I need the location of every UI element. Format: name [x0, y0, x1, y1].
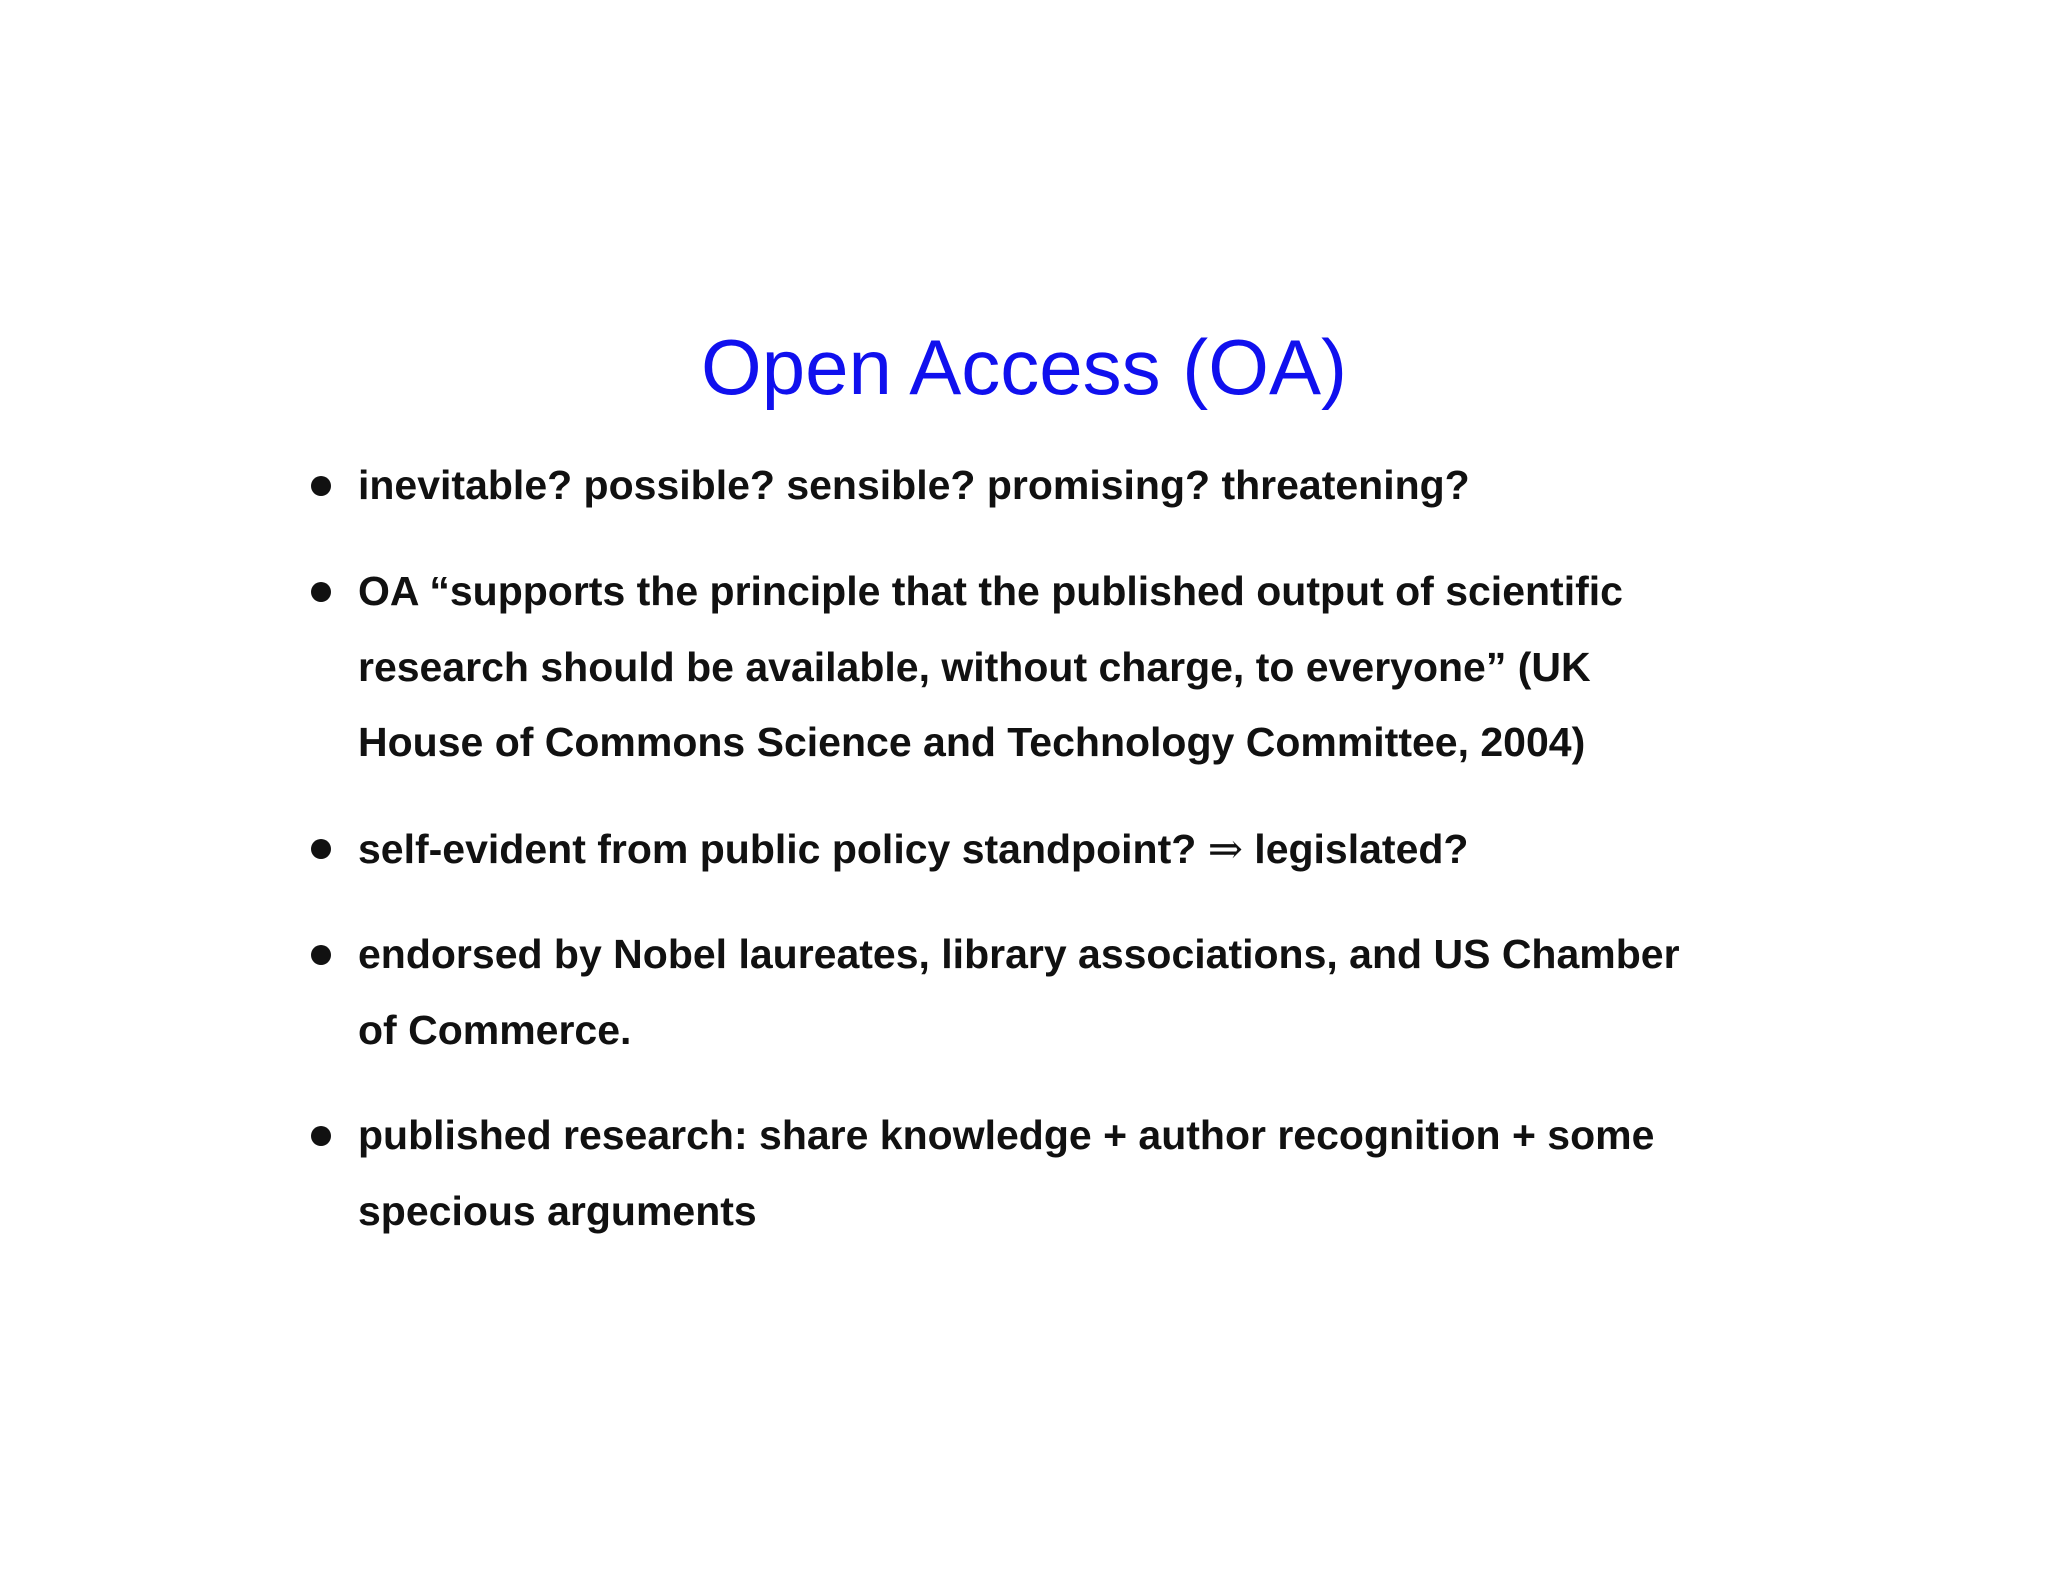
bullet-text: specious arguments	[358, 1187, 757, 1234]
bullet-text-line	[358, 811, 1798, 888]
bullet-text: OA “supports the principle that the published output of scientific	[358, 568, 1623, 614]
bullet-item	[358, 1098, 1798, 1249]
bullet-dot-icon	[311, 839, 331, 859]
bullet-text: research should be available, without charge, to everyone” (UK	[358, 643, 1591, 690]
bullet-text: self-evident from public policy standpoint?	[358, 826, 1197, 872]
bullet-text: legislated?	[1254, 826, 1469, 872]
bullet-text: endorsed by Nobel laureates, library associations, and US Chamber	[358, 931, 1680, 977]
bullet-text: House of Commons Science and Technology Committee, 2004)	[358, 719, 1586, 765]
bullet-item	[358, 448, 1798, 524]
bullet-dot-icon	[311, 1126, 331, 1146]
bullet-dot-icon	[311, 582, 331, 602]
bullet-item	[358, 811, 1798, 888]
slide-title: Open Access (OA)	[701, 323, 1347, 411]
bullet-dot-icon	[311, 476, 331, 496]
bullet-text: inevitable? possible? sensible? promising? threatening?	[358, 462, 1470, 508]
bullet-item	[358, 917, 1798, 1068]
bullet-text: published research: share knowledge + author recognition + some	[358, 1112, 1655, 1158]
bullet-dot-icon	[311, 945, 331, 965]
implies-arrow-icon: ⇒	[1207, 824, 1243, 873]
bullet-text: of Commerce.	[358, 1006, 632, 1053]
bullet-item	[358, 554, 1798, 781]
